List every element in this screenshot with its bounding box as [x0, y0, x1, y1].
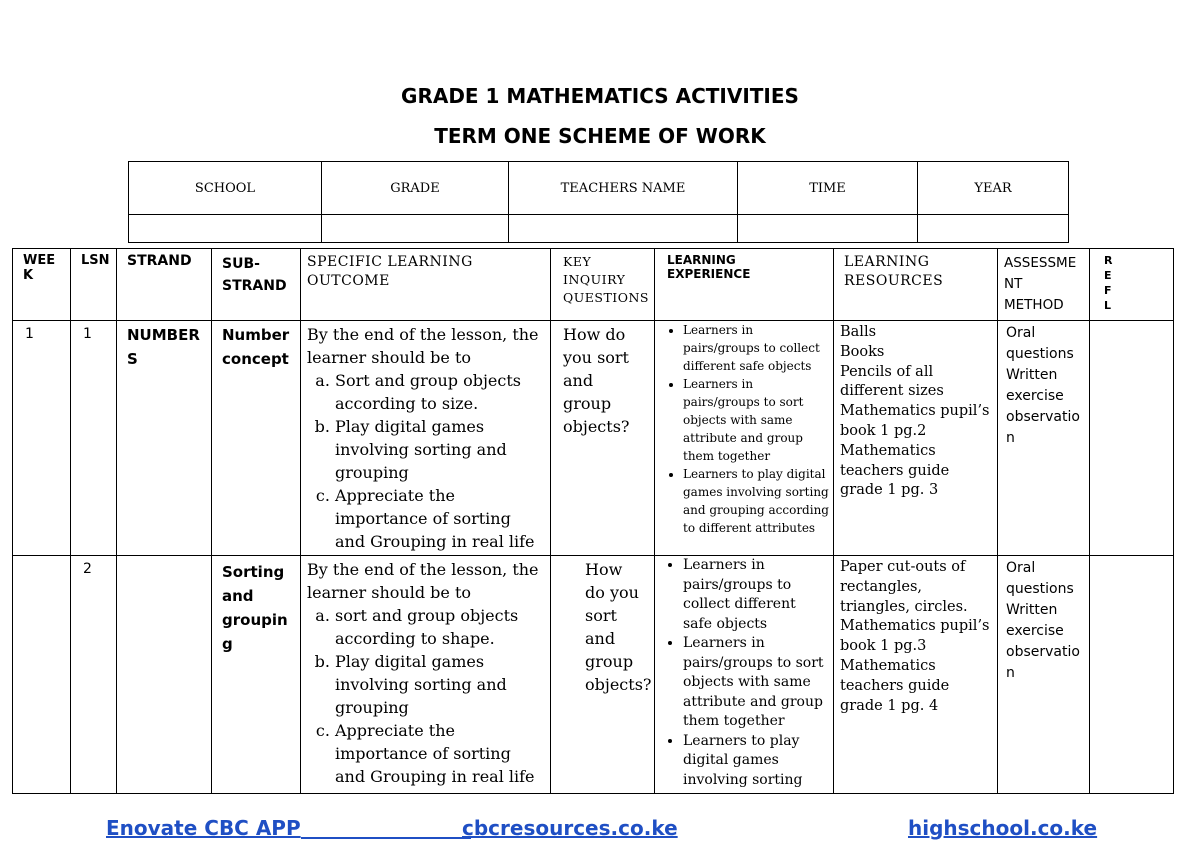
time-value[interactable]	[738, 215, 918, 243]
table-row	[13, 556, 1174, 794]
list-item: • Learners to play digital games involving sorting and grouping according to different attributes	[683, 465, 829, 537]
refl-cell[interactable]	[1090, 321, 1174, 556]
list-item: c. Appreciate the importance of sorting and Grouping in real life	[335, 484, 544, 553]
list-item: • Learners to play digital games involving sorting	[683, 732, 829, 791]
list-item: Mathematics pupil’s book 1 pg.3	[840, 618, 990, 655]
header-row	[13, 249, 1174, 321]
outcome-list	[307, 369, 544, 553]
resources-cell	[834, 556, 998, 794]
school-header: SCHOOL	[129, 162, 322, 215]
outcome-cell	[301, 556, 551, 794]
list-item: Books	[840, 343, 885, 360]
experience-list	[659, 321, 829, 537]
list-item: Pencils of all different sizes	[840, 363, 944, 400]
resources-cell	[834, 321, 998, 556]
list-item: Paper cut-outs of rectangles, triangles, circles.	[840, 559, 968, 615]
experience-list	[659, 556, 829, 790]
footer-link-underline	[301, 819, 471, 839]
assessment-cell	[998, 556, 1090, 794]
outcome-cell	[301, 321, 551, 556]
document-title: GRADE 1 MATHEMATICS ACTIVITIES	[401, 84, 799, 108]
list-item: c. Appreciate the importance of sorting and Grouping in real life	[335, 719, 544, 788]
resources-header: LEARNING RESOURCES	[834, 249, 998, 321]
list-item: • Learners in pairs/groups to sort objects with same attribute and group them together	[683, 634, 829, 732]
year-header: YEAR	[918, 162, 1069, 215]
list-item: observatio n	[1006, 644, 1080, 681]
experience-cell	[655, 321, 834, 556]
list-item: a. sort and group objects according to shape.	[335, 604, 544, 650]
kiq-cell: How do you sort and group objects?	[551, 321, 655, 556]
lsn-header: LSN	[71, 249, 117, 321]
list-item: observatio n	[1006, 409, 1080, 446]
footer-link-highschool[interactable]: highschool.co.ke	[908, 816, 1098, 840]
sub-strand-cell: Number concept	[212, 321, 301, 556]
footer-link-cbcresources[interactable]: cbcresources.co.ke	[462, 816, 678, 840]
refl-cell[interactable]	[1090, 556, 1174, 794]
sub-strand-header: SUB-STRAND	[212, 249, 301, 321]
school-info-table	[128, 161, 1069, 243]
list-item: Mathematics pupil’s book 1 pg.2	[840, 403, 990, 439]
week-cell	[13, 556, 71, 794]
outcome-intro: By the end of the lesson, the learner should be to	[307, 325, 539, 367]
list-item: Mathematics teachers guide grade 1 pg. 4	[840, 657, 950, 714]
list-item: b. Play digital games involving sorting and grouping	[335, 650, 544, 719]
experience-header: LEARNING EXPERIENCE	[655, 249, 834, 321]
footer-link-enovate[interactable]	[106, 816, 471, 840]
list-item: Written exercise	[1006, 602, 1064, 639]
scheme-of-work-table	[12, 248, 1174, 794]
kiq-cell: How do you sort and group objects?	[551, 556, 655, 794]
assessment-cell	[998, 321, 1090, 556]
grade-value[interactable]	[322, 215, 509, 243]
week-cell: 1	[13, 321, 71, 556]
strand-cell: NUMBER S	[117, 321, 212, 556]
time-header: TIME	[738, 162, 918, 215]
year-value[interactable]	[918, 215, 1069, 243]
outcome-intro: By the end of the lesson, the learner should be to	[307, 560, 539, 602]
outcome-header: SPECIFIC LEARNING OUTCOME	[301, 249, 551, 321]
school-value[interactable]	[129, 215, 322, 243]
list-item: Mathematics teachers guide grade 1 pg. 3	[840, 442, 950, 499]
strand-cell	[117, 556, 212, 794]
footer-link-enovate-label[interactable]: Enovate CBC APP	[106, 816, 301, 840]
sub-strand-cell: Sorting and groupin g	[212, 556, 301, 794]
strand-header: STRAND	[117, 249, 212, 321]
list-item: b. Play digital games involving sorting and grouping	[335, 415, 544, 484]
refl-label: R E F L	[1104, 254, 1113, 312]
kiq-header: KEY INQUIRY QUESTIONS	[551, 249, 655, 321]
list-item: Balls	[840, 324, 877, 340]
teachers-name-header: TEACHERS NAME	[509, 162, 738, 215]
list-item: • Learners in pairs/groups to collect different safe objects	[683, 321, 829, 375]
list-item: • Learners in pairs/groups to sort objects with same attribute and group them together	[683, 375, 829, 465]
list-item: Written exercise	[1006, 367, 1064, 404]
document-subtitle: TERM ONE SCHEME OF WORK	[434, 124, 766, 148]
teachers-name-value[interactable]	[509, 215, 738, 243]
lsn-cell: 2	[71, 556, 117, 794]
outcome-list	[307, 604, 544, 788]
grade-header: GRADE	[322, 162, 509, 215]
experience-cell	[655, 556, 834, 794]
assessment-header: ASSESSME NT METHOD	[998, 249, 1090, 321]
week-header: WEE K	[13, 249, 71, 321]
list-item: a. Sort and group objects according to size.	[335, 369, 544, 415]
refl-header	[1090, 249, 1174, 321]
list-item: Oral questions	[1006, 560, 1074, 597]
list-item: Oral questions	[1006, 325, 1074, 362]
list-item: • Learners in pairs/groups to collect different safe objects	[683, 556, 829, 634]
lsn-cell: 1	[71, 321, 117, 556]
table-row	[13, 321, 1174, 556]
